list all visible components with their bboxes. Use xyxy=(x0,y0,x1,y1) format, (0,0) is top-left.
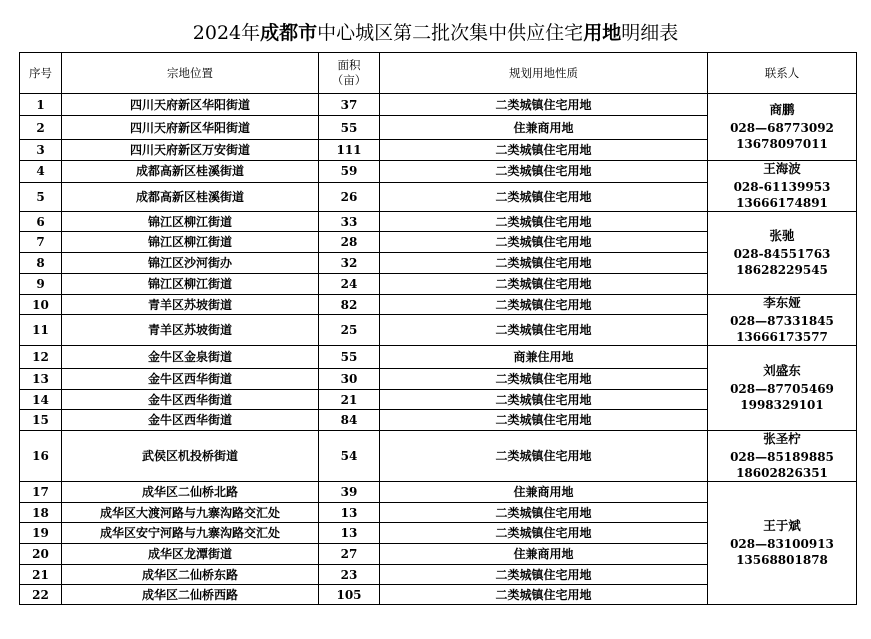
row-number: 22 xyxy=(20,585,62,605)
contact-mobile: 13666173577 xyxy=(736,330,828,344)
row-number: 2 xyxy=(20,116,62,140)
page-title xyxy=(0,20,871,46)
row-number: 5 xyxy=(20,182,62,211)
row-location: 金牛区金泉街道 xyxy=(62,346,319,369)
row-area: 30 xyxy=(319,369,380,390)
contact-name: 张圣柠 xyxy=(763,431,801,446)
row-location: 金牛区西华街道 xyxy=(62,410,319,431)
contact-mobile: 13678097011 xyxy=(736,137,828,151)
contact-name: 商鹏 xyxy=(769,102,795,117)
row-land-use: 二类城镇住宅用地 xyxy=(380,503,708,523)
title-bold2: 用地 xyxy=(583,22,622,44)
row-location: 成华区大渡河路与九寨沟路交汇处 xyxy=(62,503,319,523)
row-land-use: 二类城镇住宅用地 xyxy=(380,410,708,431)
row-area: 84 xyxy=(319,410,380,431)
title-part2: 中心城区第二批次集中供应住宅 xyxy=(317,22,584,44)
row-area: 55 xyxy=(319,346,380,369)
title-part1: 年 xyxy=(241,22,261,44)
row-land-use: 二类城镇住宅用地 xyxy=(380,94,708,116)
table-header-row xyxy=(20,53,857,94)
row-number: 15 xyxy=(20,410,62,431)
contact-phone: 028-84551763 xyxy=(733,247,831,261)
row-number: 7 xyxy=(20,232,62,253)
row-location: 四川天府新区华阳街道 xyxy=(62,94,319,116)
row-number: 19 xyxy=(20,523,62,544)
contact-cell xyxy=(708,161,857,212)
header-seq: 序号 xyxy=(20,53,62,94)
row-number: 17 xyxy=(20,482,62,503)
header-contact: 联系人 xyxy=(708,53,857,94)
row-land-use: 二类城镇住宅用地 xyxy=(380,161,708,183)
row-area: 37 xyxy=(319,94,380,116)
contact-phone: 028—87331845 xyxy=(730,314,834,328)
row-number: 10 xyxy=(20,295,62,315)
contact-name: 王海波 xyxy=(763,161,801,176)
row-area: 21 xyxy=(319,390,380,410)
row-number: 8 xyxy=(20,253,62,274)
contact-mobile: 13666174891 xyxy=(736,196,828,210)
row-number: 6 xyxy=(20,212,62,232)
row-land-use: 住兼商用地 xyxy=(380,116,708,140)
table-row xyxy=(20,346,857,369)
row-number: 20 xyxy=(20,544,62,565)
header-area-unit: （亩） xyxy=(331,73,367,87)
row-area: 82 xyxy=(319,295,380,315)
row-area: 54 xyxy=(319,431,380,482)
land-supply-table xyxy=(19,52,857,605)
row-land-use: 二类城镇住宅用地 xyxy=(380,212,708,232)
row-number: 11 xyxy=(20,315,62,346)
row-land-use: 二类城镇住宅用地 xyxy=(380,140,708,161)
row-location: 四川天府新区万安街道 xyxy=(62,140,319,161)
contact-cell xyxy=(708,94,857,161)
header-area-label: 面积 xyxy=(337,58,361,72)
row-location: 青羊区苏坡街道 xyxy=(62,315,319,346)
row-number: 1 xyxy=(20,94,62,116)
row-area: 23 xyxy=(319,565,380,585)
contact-cell xyxy=(708,346,857,431)
row-location: 金牛区西华街道 xyxy=(62,369,319,390)
row-location: 成华区安宁河路与九寨沟路交汇处 xyxy=(62,523,319,544)
row-number: 3 xyxy=(20,140,62,161)
contact-phone: 028-61139953 xyxy=(733,180,831,194)
row-land-use: 二类城镇住宅用地 xyxy=(380,315,708,346)
row-location: 成华区二仙桥北路 xyxy=(62,482,319,503)
row-location: 锦江区柳江街道 xyxy=(62,212,319,232)
contact-phone: 028—83100913 xyxy=(730,537,834,551)
row-number: 16 xyxy=(20,431,62,482)
row-location: 成华区龙潭街道 xyxy=(62,544,319,565)
row-area: 33 xyxy=(319,212,380,232)
contact-mobile: 1998329101 xyxy=(740,398,824,412)
table-body xyxy=(20,94,857,605)
row-location: 锦江区柳江街道 xyxy=(62,232,319,253)
contact-phone: 028—85189885 xyxy=(730,450,834,464)
row-land-use: 二类城镇住宅用地 xyxy=(380,390,708,410)
contact-cell xyxy=(708,295,857,346)
row-area: 32 xyxy=(319,253,380,274)
table-row xyxy=(20,94,857,116)
row-land-use: 住兼商用地 xyxy=(380,544,708,565)
contact-mobile: 18628229545 xyxy=(736,263,828,277)
row-location: 成都高新区桂溪街道 xyxy=(62,161,319,183)
contact-name: 刘盛东 xyxy=(763,363,801,378)
row-number: 12 xyxy=(20,346,62,369)
row-location: 四川天府新区华阳街道 xyxy=(62,116,319,140)
table-row xyxy=(20,161,857,183)
row-area: 25 xyxy=(319,315,380,346)
row-land-use: 二类城镇住宅用地 xyxy=(380,585,708,605)
row-land-use: 二类城镇住宅用地 xyxy=(380,369,708,390)
row-area: 111 xyxy=(319,140,380,161)
contact-mobile: 13568801878 xyxy=(736,553,828,567)
row-land-use: 住兼商用地 xyxy=(380,482,708,503)
title-part3: 明细表 xyxy=(621,22,679,44)
contact-cell xyxy=(708,212,857,295)
row-area: 59 xyxy=(319,161,380,183)
row-number: 21 xyxy=(20,565,62,585)
header-area xyxy=(319,53,380,94)
row-land-use: 二类城镇住宅用地 xyxy=(380,182,708,211)
contact-name: 王于斌 xyxy=(763,518,801,533)
row-number: 4 xyxy=(20,161,62,183)
row-location: 青羊区苏坡街道 xyxy=(62,295,319,315)
table-row xyxy=(20,212,857,232)
row-number: 9 xyxy=(20,274,62,295)
contact-phone: 028—87705469 xyxy=(730,382,834,396)
contact-cell xyxy=(708,431,857,482)
row-land-use: 二类城镇住宅用地 xyxy=(380,274,708,295)
contact-name: 张驰 xyxy=(769,228,795,243)
row-number: 18 xyxy=(20,503,62,523)
row-location: 锦江区柳江街道 xyxy=(62,274,319,295)
row-area: 13 xyxy=(319,523,380,544)
row-number: 13 xyxy=(20,369,62,390)
contact-cell xyxy=(708,482,857,605)
header-use: 规划用地性质 xyxy=(380,53,708,94)
contact-name: 李东娅 xyxy=(763,295,801,310)
table-row xyxy=(20,295,857,315)
row-location: 武侯区机投桥街道 xyxy=(62,431,319,482)
table-row xyxy=(20,482,857,503)
contact-mobile: 18602826351 xyxy=(736,466,828,480)
row-location: 成华区二仙桥东路 xyxy=(62,565,319,585)
table-row xyxy=(20,431,857,482)
row-location: 成华区二仙桥西路 xyxy=(62,585,319,605)
row-land-use: 二类城镇住宅用地 xyxy=(380,253,708,274)
row-area: 39 xyxy=(319,482,380,503)
contact-phone: 028—68773092 xyxy=(730,121,834,135)
row-land-use: 二类城镇住宅用地 xyxy=(380,295,708,315)
title-year: 2024 xyxy=(192,22,242,44)
row-land-use: 二类城镇住宅用地 xyxy=(380,523,708,544)
row-number: 14 xyxy=(20,390,62,410)
row-location: 金牛区西华街道 xyxy=(62,390,319,410)
row-land-use: 二类城镇住宅用地 xyxy=(380,232,708,253)
row-area: 13 xyxy=(319,503,380,523)
row-land-use: 商兼住用地 xyxy=(380,346,708,369)
row-land-use: 二类城镇住宅用地 xyxy=(380,565,708,585)
row-area: 24 xyxy=(319,274,380,295)
row-area: 55 xyxy=(319,116,380,140)
row-land-use: 二类城镇住宅用地 xyxy=(380,431,708,482)
row-location: 成都高新区桂溪街道 xyxy=(62,182,319,211)
row-area: 105 xyxy=(319,585,380,605)
row-area: 28 xyxy=(319,232,380,253)
header-location: 宗地位置 xyxy=(62,53,319,94)
row-area: 26 xyxy=(319,182,380,211)
row-location: 锦江区沙河街办 xyxy=(62,253,319,274)
row-area: 27 xyxy=(319,544,380,565)
title-city: 成都市 xyxy=(260,22,318,44)
